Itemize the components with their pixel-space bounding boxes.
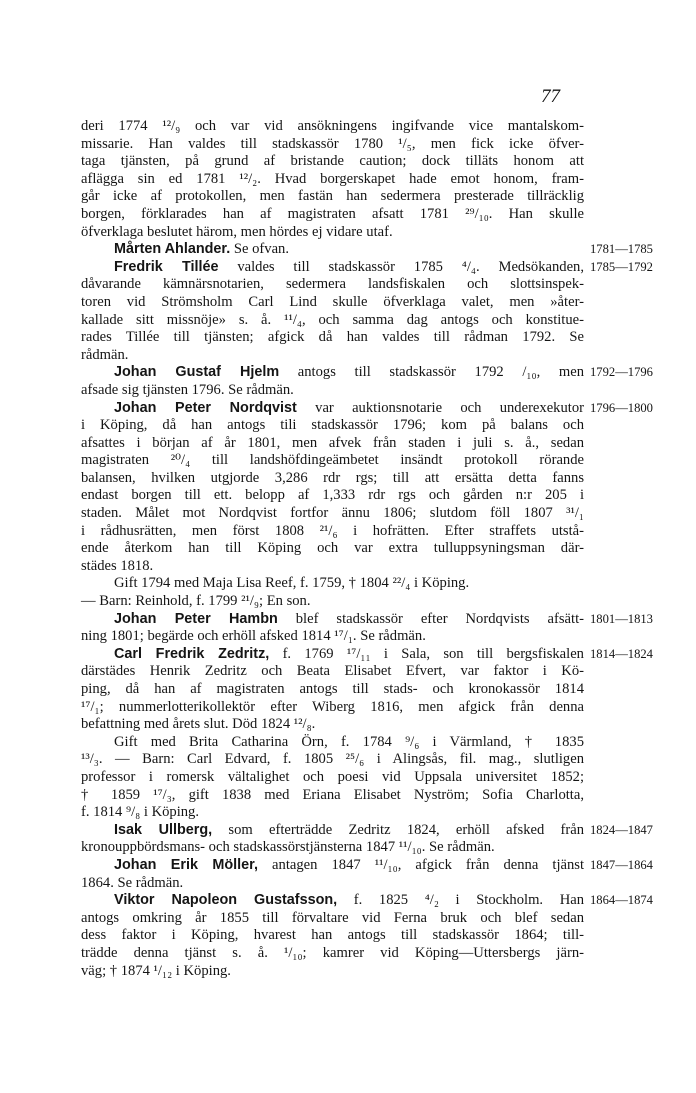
- line-text: dåvarande kämnärsnotarien, sedermera landsfiskalen och slottsinspek-: [81, 276, 584, 293]
- line-text: 1864. Se rådmän.: [81, 874, 184, 891]
- text-line: [81, 699, 584, 717]
- text-line: [81, 452, 584, 470]
- text-line: [81, 945, 584, 963]
- text-line: [81, 839, 584, 857]
- entry-heading-line: [81, 646, 584, 664]
- person-name: Isak Ullberg,: [114, 821, 213, 838]
- line-text: † 1859 ¹⁷/₃, gift 1838 med Eriana Elisabet Nyström; Sofia Charlotta,: [81, 786, 584, 803]
- text-line: [81, 769, 584, 787]
- person-name: Johan Erik Möller,: [114, 856, 258, 873]
- term-years: 1824—1847: [590, 823, 653, 837]
- text-line: [81, 224, 584, 242]
- line-text: befattning med årets slut. Död 1824 ¹²/₈.: [81, 716, 316, 733]
- text-line: [81, 910, 584, 928]
- line-text: rades Tillée till tjänsten; afgick då han valdes till rådman 1792. Se: [81, 329, 584, 346]
- entry-heading-line: [81, 822, 584, 840]
- term-years: 1814—1824: [590, 647, 653, 661]
- line-text: antogs till stadskassör 1792 /₁₀, men: [279, 364, 584, 381]
- text-line: [81, 963, 584, 981]
- line-text: väg; † 1874 ¹/₁₂ i Köping.: [81, 962, 231, 979]
- line-text: går icke af protokollen, men fastän han sedermera presterade tillräcklig: [81, 188, 584, 205]
- text-line: [81, 663, 584, 681]
- text-line: [81, 118, 584, 136]
- line-text: afsattes i början af år 1801, men afvek från staden i juli s. å., sedan: [81, 434, 584, 451]
- text-line: [81, 681, 584, 699]
- line-text: borgen, förklarades han af magistraten afsatt 1781 ²⁹/₁₀. Han skulle: [81, 205, 584, 222]
- line-text: ende återkom han till Köping och var extra tulluppsyningsman där-: [81, 540, 584, 557]
- line-text: antagen 1847 ¹¹/₁₀, afgick från denna tjänst: [257, 856, 585, 873]
- text-line: [81, 558, 584, 576]
- line-text: i Köping, då han antogs tili stadskassör 1796; kom på balans och: [81, 417, 584, 434]
- line-text: Gift 1794 med Maja Lisa Reef, f. 1759, † 1804 ²²/₄ i Köping.: [114, 575, 470, 592]
- text-line: [81, 575, 584, 593]
- line-text: balansen, hvilken utgjorde 3,286 rdr rgs; till att ersätta detta fanns: [81, 469, 584, 486]
- term-years: 1792—1796: [590, 365, 653, 380]
- line-text: afsade sig tjänsten 1796. Se rådmän.: [81, 381, 294, 398]
- text-line: [81, 787, 584, 805]
- line-text: endast borgen till ett. belopp af 1,333 rdr rgs och gården n:r 205 i: [81, 487, 584, 504]
- text-line: [81, 206, 584, 224]
- line-text: Se ofvan.: [230, 241, 289, 258]
- line-text: Gift med Brita Catharina Örn, f. 1784 ⁹/₆ i Värmland, † 1835: [114, 733, 584, 750]
- person-name: Mårten Ahlander.: [114, 241, 231, 258]
- page-number: 77: [541, 86, 560, 107]
- term-years: 1864—1874: [590, 893, 653, 908]
- line-text: f. 1825 ⁴/₂ i Stockholm. Han: [337, 892, 585, 909]
- person-name: Carl Fredrik Zedritz,: [114, 645, 270, 662]
- line-text: kallade sitt missnöje» s. å. ¹¹/₄, och samma dag antogs och konstitue-: [81, 311, 584, 328]
- line-text: antogs omkring år 1855 till förvaltare vid Ferna bruk och blef sedan: [81, 909, 584, 926]
- line-text: i rådhusrätten, men först 1808 ²¹/₆ i hofrätten. Efter straffets utstå-: [81, 522, 584, 539]
- line-text: ping, då han af magistraten antogs till stads- och kronokassör 1814: [81, 681, 584, 697]
- text-line: [81, 417, 584, 435]
- person-name: Johan Peter Hambn: [114, 610, 278, 627]
- text-body: [81, 118, 584, 980]
- text-line: [81, 487, 584, 505]
- line-text: valdes till stadskassör 1785 ⁴/₄. Medsökanden,: [218, 258, 584, 275]
- line-text: deri 1774 ¹²/₉ och var vid ansökningens ingifvande vice mantalskom-: [81, 118, 584, 134]
- term-years: 1781—1785: [590, 242, 653, 257]
- term-years: 1801—1813: [590, 611, 653, 626]
- term-years: 1847—1864: [590, 858, 653, 873]
- line-text: dess faktor i Köping, hvarest han antogs till stadskassör 1864; till-: [81, 927, 584, 944]
- text-line: [81, 505, 584, 523]
- entry-heading-line: [81, 611, 584, 629]
- text-line: [81, 188, 584, 206]
- entry-heading-line: [81, 241, 584, 259]
- entry-heading-line: [81, 364, 584, 382]
- term-years: 1785—1792: [590, 259, 653, 274]
- line-text: ¹⁷/₁; nummerlotterikollektör efter Wiberg 1816, men afgick från denna: [81, 698, 584, 715]
- text-line: [81, 716, 584, 734]
- line-text: därstädes Henrik Zedritz och Beata Elisabet Efvert, var faktor i Kö-: [81, 663, 584, 680]
- line-text: kronouppbördsmans- och stadskassörstjänsterna 1847 ¹¹/₁₀. Se rådmän.: [81, 839, 495, 856]
- line-text: som efterträdde Zedritz 1824, erhöll afsked från: [212, 821, 585, 838]
- line-text: blef stadskassör efter Nordqvists afsätt-: [277, 610, 584, 627]
- entry-heading-line: [81, 259, 584, 277]
- line-text: aflägga sin ed 1781 ¹²/₂. Hvad borgerskapet hade emot honom, fram-: [81, 170, 584, 187]
- line-text: magistraten ²⁰/₄ till landshöfdingeämbetet insändt protokoll rörande: [81, 452, 584, 469]
- term-years: 1796—1800: [590, 400, 653, 415]
- line-text: trädde denna tjänst s. å. ¹/₁₀; kamrer vid Köping—Uttersbergs järn-: [81, 944, 584, 961]
- person-name: Fredrik Tillée: [114, 258, 219, 275]
- text-line: [81, 171, 584, 189]
- line-text: f. 1814 ⁹/₈ i Köping.: [81, 804, 200, 821]
- line-text: f. 1769 ¹⁷/₁₁ i Sala, son till bergsfiskalen: [269, 645, 584, 662]
- text-line: [81, 804, 584, 822]
- text-line: [81, 136, 584, 154]
- entry-heading-line: [81, 400, 584, 418]
- text-line: [81, 294, 584, 312]
- entry-heading-line: [81, 857, 584, 875]
- text-line: [81, 523, 584, 541]
- line-text: rådmän.: [81, 346, 129, 363]
- text-line: [81, 540, 584, 558]
- text-line: [81, 628, 584, 646]
- line-text: — Barn: Reinhold, f. 1799 ²¹/₉; En son.: [81, 593, 311, 610]
- line-text: ¹³/₃. — Barn: Carl Edvard, f. 1805 ²⁵/₆ i Alingsås, fil. mag., slutligen: [81, 751, 584, 768]
- line-text: professor i romersk vältalighet och poesi vid Uppsala universitet 1852;: [81, 768, 584, 785]
- line-text: var auktionsnotarie och underexekutor: [296, 399, 584, 416]
- line-text: toren vid Strömsholm Carl Lind skulle öfverklaga valet, men »åter-: [81, 293, 584, 310]
- line-text: öfverklaga beslutet härom, men hördes ej vidare utaf.: [81, 223, 393, 240]
- entry-heading-line: [81, 892, 584, 910]
- line-text: missarie. Han valdes till stadskassör 1780 ¹/₅, men fick icke öfver-: [81, 135, 584, 152]
- person-name: Johan Peter Nordqvist: [114, 399, 297, 416]
- line-text: ning 1801; begärde och erhöll afsked 1814 ¹⁷/₁. Se rådmän.: [81, 628, 426, 645]
- text-line: [81, 734, 584, 752]
- person-name: Viktor Napoleon Gustafsson,: [114, 892, 338, 909]
- text-line: [81, 927, 584, 945]
- line-text: staden. Målet mot Nordqvist fortfor ännu 1806; slutdom föll 1807 ³¹/₁: [81, 505, 584, 522]
- text-line: [81, 153, 584, 171]
- text-line: [81, 382, 584, 400]
- line-text: städes 1818.: [81, 557, 154, 574]
- text-line: [81, 347, 584, 365]
- line-text: taga tjänsten, på grund af bristande caution; dock tilläts honom att: [81, 153, 584, 170]
- person-name: Johan Gustaf Hjelm: [114, 364, 280, 381]
- text-line: [81, 276, 584, 294]
- text-line: [81, 593, 584, 611]
- text-line: [81, 751, 584, 769]
- text-line: [81, 312, 584, 330]
- text-line: [81, 470, 584, 488]
- text-line: [81, 875, 584, 893]
- text-line: [81, 329, 584, 347]
- text-line: [81, 435, 584, 453]
